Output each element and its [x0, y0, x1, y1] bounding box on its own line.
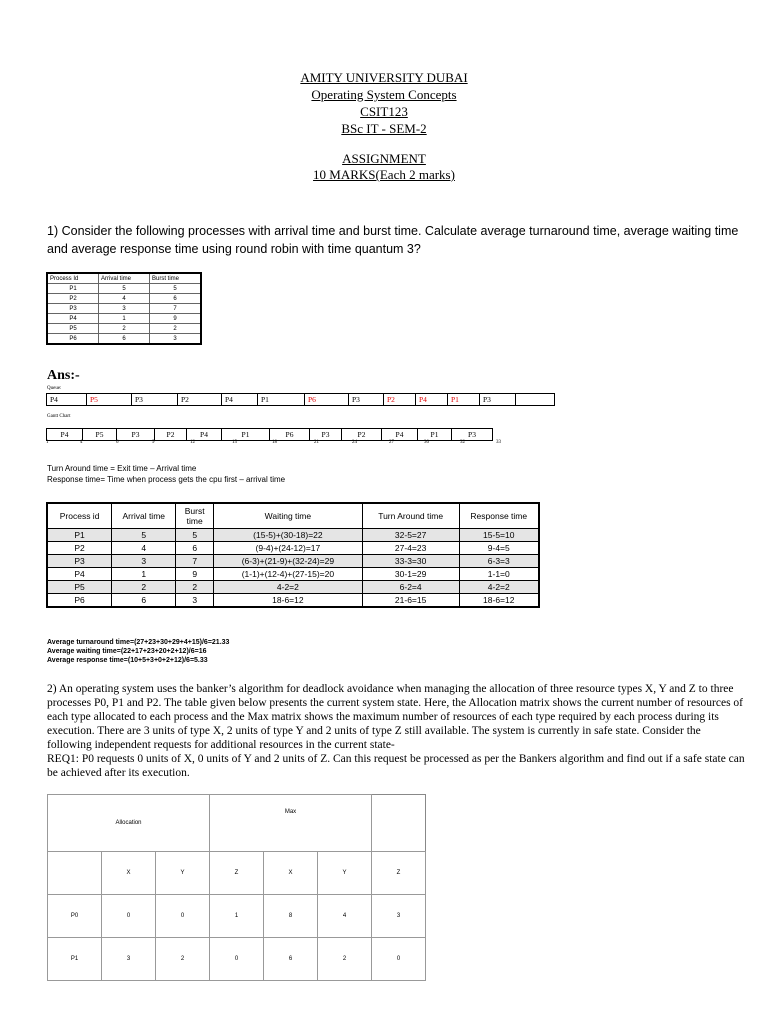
table-cell: 0 [156, 895, 210, 938]
table-cell: Y [318, 852, 372, 895]
gantt-time: 21 [314, 440, 319, 445]
gantt-times [44, 440, 514, 448]
table-cell: 5 [176, 529, 214, 542]
table-cell: 2 [156, 938, 210, 981]
table-cell: Z [372, 852, 426, 895]
table-cell: P4 [47, 314, 99, 324]
table-cell: (15-5)+(30-18)=22 [214, 529, 363, 542]
gantt-cell: P2 [342, 429, 382, 440]
gantt-time: 27 [389, 440, 394, 445]
table-cell: (9-4)+(24-12)=17 [214, 542, 363, 555]
table-cell: (1-1)+(12-4)+(27-15)=20 [214, 568, 363, 581]
table-cell: 8 [264, 895, 318, 938]
table-cell: 4 [99, 294, 150, 304]
table-cell: 4-2=2 [214, 581, 363, 594]
table-row [47, 542, 539, 555]
table-header-cell: Process Id [47, 273, 99, 284]
table-cell: 5 [99, 284, 150, 294]
table-cell: 0 [102, 895, 156, 938]
table-cell: 18-6=12 [459, 594, 539, 608]
queue-cell: P4 [416, 394, 448, 405]
table-cell: 3 [176, 594, 214, 608]
table-cell: P5 [47, 581, 112, 594]
table-header-cell: Burst time [176, 503, 214, 529]
table-cell: 5 [150, 284, 202, 294]
table-cell: 5 [112, 529, 176, 542]
table-row [48, 852, 426, 895]
table-row [47, 555, 539, 568]
table-cell: 21-6=15 [362, 594, 459, 608]
turnaround-formula: Turn Around time = Exit time – Arrival time [47, 464, 197, 473]
table-cell: 32-5=27 [362, 529, 459, 542]
gantt-time: 24 [352, 440, 357, 445]
table-row [47, 294, 201, 304]
table-cell: 33-3=30 [362, 555, 459, 568]
gantt-cell: P4 [47, 429, 83, 440]
table-cell: 2 [318, 938, 372, 981]
table-header-cell: Process id [47, 503, 112, 529]
table-cell: 1 [210, 895, 264, 938]
table-row [47, 529, 539, 542]
gantt-time: 12 [190, 440, 195, 445]
queue-cell: P4 [222, 394, 258, 405]
table-cell: 1 [112, 568, 176, 581]
gantt-time: 30 [424, 440, 429, 445]
table-cell: 9 [176, 568, 214, 581]
table-row [47, 503, 539, 529]
course-code: CSIT123 [360, 104, 408, 119]
table-cell: 30-1=29 [362, 568, 459, 581]
table-cell [48, 852, 102, 895]
table-cell: Y [156, 852, 210, 895]
table-cell: P0 [48, 895, 102, 938]
table-cell: P6 [47, 594, 112, 608]
table-cell: 6 [150, 294, 202, 304]
table-cell: 6 [112, 594, 176, 608]
queue-cell: P1 [448, 394, 480, 405]
table-row [48, 895, 426, 938]
table-cell: P2 [47, 542, 112, 555]
allocation-header: Allocation [48, 795, 210, 852]
table-row [47, 273, 201, 284]
table-cell: P3 [47, 555, 112, 568]
queue-cell: P5 [87, 394, 132, 405]
gantt-cell: P1 [222, 429, 270, 440]
gantt-cell: P6 [270, 429, 310, 440]
gantt-time: 33 [496, 440, 501, 445]
queue-cell: P3 [349, 394, 384, 405]
response-formula: Response time= Time when process gets the cpu first – arrival time [47, 475, 286, 484]
queue-cell: P3 [480, 394, 516, 405]
table-cell: 4 [318, 895, 372, 938]
table-cell: Z [210, 852, 264, 895]
table-header-cell: Burst time [150, 273, 202, 284]
ready-queue [46, 393, 555, 406]
table-cell: P1 [47, 284, 99, 294]
allocation-table [47, 794, 426, 981]
gantt-cell: P4 [187, 429, 222, 440]
gantt-time: 32 [460, 440, 465, 445]
table-cell: 2 [150, 324, 202, 334]
table-cell: 2 [112, 581, 176, 594]
table-cell: 6 [99, 334, 150, 345]
queue-cell: P6 [305, 394, 349, 405]
table-header-cell: Arrival time [112, 503, 176, 529]
table-row [47, 314, 201, 324]
table-cell: 3 [150, 334, 202, 345]
table-row [47, 594, 539, 608]
table-header-cell: Turn Around time [362, 503, 459, 529]
table-row [47, 324, 201, 334]
table-cell: 4-2=2 [459, 581, 539, 594]
table-cell: 7 [176, 555, 214, 568]
queue-cell: P3 [132, 394, 178, 405]
table-row [47, 284, 201, 294]
gantt-time: 9 [152, 440, 155, 445]
table-cell: 6-2=4 [362, 581, 459, 594]
table-row [47, 581, 539, 594]
queue-cell: P1 [258, 394, 305, 405]
averages [47, 638, 229, 665]
queue-label: Queue: [47, 386, 62, 391]
avg-waiting: Average waiting time=(22+17+23+20+2+12)/6=16 [47, 648, 207, 655]
table-cell: 9 [150, 314, 202, 324]
table-row [48, 938, 426, 981]
table-cell: 3 [99, 304, 150, 314]
table-cell: 3 [372, 895, 426, 938]
table-cell: (6-3)+(21-9)+(32-24)=29 [214, 555, 363, 568]
gantt-time: 1 [46, 440, 49, 445]
table-cell: 18-6=12 [214, 594, 363, 608]
table-cell: X [102, 852, 156, 895]
table-cell: 9-4=5 [459, 542, 539, 555]
gantt-cell: P2 [155, 429, 187, 440]
process-table [46, 272, 202, 345]
gantt-cell: P3 [468, 430, 476, 439]
table-cell: P1 [47, 529, 112, 542]
queue-cell [516, 394, 554, 405]
gantt-label: Gantt Chart [47, 414, 71, 419]
table-cell: 6 [176, 542, 214, 555]
gantt-time: 15 [232, 440, 237, 445]
queue-cell: P4 [47, 394, 87, 405]
table-cell: 6-3=3 [459, 555, 539, 568]
table-cell: P1 [48, 938, 102, 981]
gantt-cell: P5 [83, 429, 117, 440]
university-title: AMITY UNIVERSITY DUBAI [300, 70, 468, 85]
table-cell: P4 [47, 568, 112, 581]
queue-cell: P2 [384, 394, 416, 405]
table-cell: 7 [150, 304, 202, 314]
empty-cell [372, 795, 426, 852]
question-2-text: 2) An operating system uses the banker’s algorithm for deadlock avoidance when managing the allocation of three resource types X, Y and Z to three processes P0, P1 and P2. The table given below presents the current system state. Here, the Allocation matrix shows the current number of resources of each type allocated to each process and the Max matrix shows the maximum number of resources of each type required by each process during its execution. There are 3 units of type X, 2 units of type Y and 2 units of type Z still available. The system is currently in safe state. Consider the following independent requests for additional resources in the current state- [47, 683, 743, 751]
marks-title: 10 MARKS(Each 2 marks) [313, 167, 455, 182]
request-1-text: REQ1: P0 requests 0 units of X, 0 units of Y and 2 units of Z. Can this request be processed as per the Bankers algorithm and find out if a safe state can be achieved after its execution. [47, 753, 745, 779]
table-cell: 3 [102, 938, 156, 981]
gantt-cell: P3 [310, 429, 342, 440]
gantt-cell: P1 [418, 429, 452, 440]
table-cell: 15-5=10 [459, 529, 539, 542]
gantt-cell: P4 [382, 429, 418, 440]
queue-cell: P2 [178, 394, 222, 405]
table-row [47, 304, 201, 314]
table-cell: P2 [47, 294, 99, 304]
table-cell: 2 [176, 581, 214, 594]
table-row [48, 795, 426, 852]
table-cell: X [264, 852, 318, 895]
question-2 [47, 682, 747, 780]
course-title: Operating System Concepts [311, 87, 457, 102]
table-cell: 3 [112, 555, 176, 568]
table-cell: P3 [47, 304, 99, 314]
table-header-cell: Response time [459, 503, 539, 529]
table-cell: 2 [99, 324, 150, 334]
gantt-time: 6 [116, 440, 119, 445]
result-table [46, 502, 540, 608]
table-row [47, 568, 539, 581]
gantt-time: 4 [80, 440, 83, 445]
avg-turnaround: Average turnaround time=(27+23+30+29+4+15)/6=21.33 [47, 639, 230, 646]
table-cell: 6 [264, 938, 318, 981]
table-cell: P5 [47, 324, 99, 334]
answer-label: Ans:- [47, 368, 80, 383]
table-row [47, 334, 201, 345]
table-header-cell: Waiting time [214, 503, 363, 529]
table-cell: 1-1=0 [459, 568, 539, 581]
table-cell: 0 [210, 938, 264, 981]
table-cell: P6 [47, 334, 99, 345]
program-title: BSc IT - SEM-2 [341, 121, 427, 136]
table-cell: 0 [372, 938, 426, 981]
table-cell: 27-4=23 [362, 542, 459, 555]
avg-response: Average response time=(10+5+3+0+2+12)/6=5.33 [47, 657, 208, 664]
gantt-time: 18 [272, 440, 277, 445]
table-header-cell: Arrival time [99, 273, 150, 284]
assignment-title: ASSIGNMENT [342, 151, 426, 166]
table-cell: 1 [99, 314, 150, 324]
gantt-cell: P3 [117, 429, 155, 440]
question-1-text: 1) Consider the following processes with arrival time and burst time. Calculate average turnaround time, average waiting time and average response time using round robin with time quantum 3? [47, 224, 739, 256]
max-header: Max [210, 795, 372, 852]
table-cell: 4 [112, 542, 176, 555]
